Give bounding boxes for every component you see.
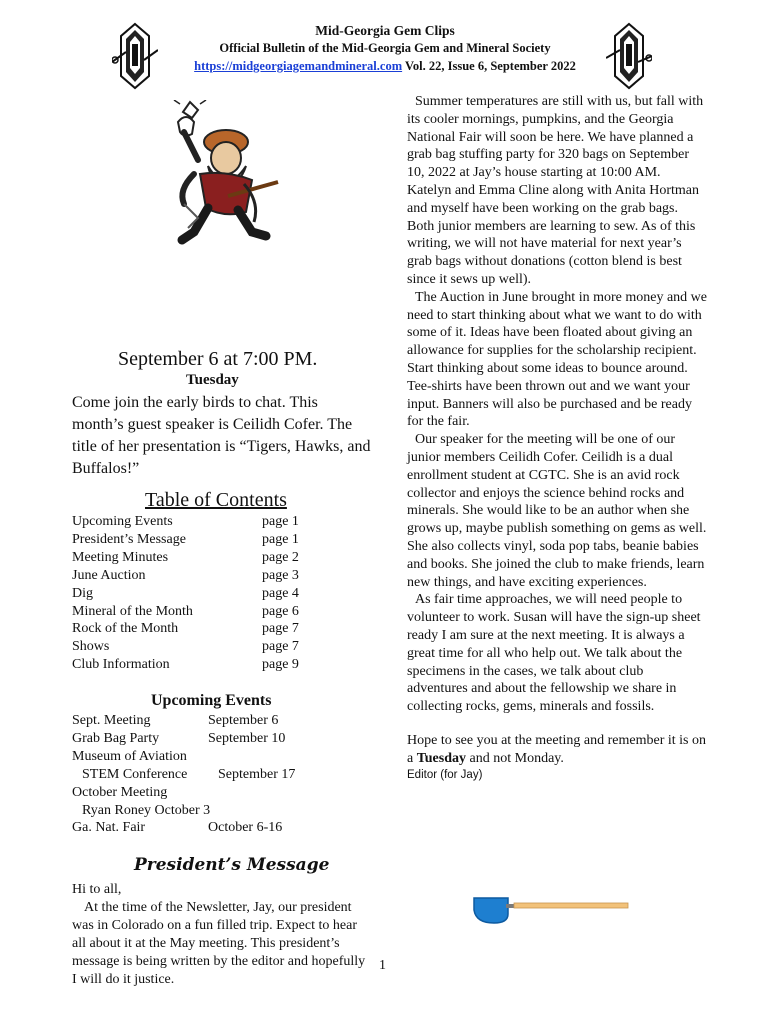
toc-row[interactable] xyxy=(72,585,302,603)
article-paragraph: Our speaker for the meeting will be one of our junior members Ceilidh Cofer. Ceilidh is a dual enrollment student at CGTC. She is an avid rock collector and enjoys the science behind rocks and minerals. She would like to be an author when she grows up, maybe publish something on gems as well. She also collects vinyl, soda pop tabs, beanie babies and books. She joined the club to make friends, learn new things, and have exciting experiences. xyxy=(407,432,707,590)
event-name: Museum of Aviation xyxy=(72,748,187,764)
toc-row[interactable] xyxy=(72,513,302,531)
presidents-message-title: President’s Message xyxy=(134,855,330,875)
event-name: October Meeting xyxy=(72,784,168,800)
toc-page: page 1 xyxy=(262,514,299,529)
toc-label: Dig xyxy=(72,585,93,601)
prospector-clipart-icon xyxy=(128,100,288,250)
toc-label: June Auction xyxy=(72,567,146,583)
event-date: September 6 xyxy=(208,713,279,728)
presidents-message xyxy=(72,881,372,988)
upcoming-events-list xyxy=(72,712,312,837)
shovel-icon xyxy=(472,890,632,924)
toc-label: Upcoming Events xyxy=(72,514,173,529)
toc-label: Meeting Minutes xyxy=(72,549,169,565)
toc-label: President’s Message xyxy=(72,531,186,547)
toc-row[interactable] xyxy=(72,531,302,549)
newsletter-title: Mid-Georgia Gem Clips xyxy=(315,23,455,38)
toc-row[interactable] xyxy=(72,656,302,674)
toc-page: page 4 xyxy=(262,585,299,601)
event-date: October 6-16 xyxy=(208,820,283,836)
event-row xyxy=(72,784,312,802)
event-name: Grab Bag Party xyxy=(72,730,160,746)
event-row xyxy=(72,819,312,837)
pm-greeting: Hi to all, xyxy=(72,882,122,897)
event-row xyxy=(72,712,312,730)
event-row xyxy=(72,748,312,766)
event-row xyxy=(72,802,312,820)
article-paragraph: The Auction in June brought in more money and we need to start thinking about what we want to do with some of it. Ideas have been floated about giving an allowance for supplies for the scholarship recipient. Start thinking about some ideas to bounce around. Tee-shirts have been thrown out and we want your input. Banners will also be purchased and be ready for the fair. xyxy=(407,289,707,430)
toc-row[interactable] xyxy=(72,620,302,638)
closing-emphasis: Tuesday xyxy=(416,750,467,766)
toc-label: Rock of the Month xyxy=(72,621,179,637)
meeting-date: September 6 at 7:00 PM. xyxy=(118,348,318,370)
event-row xyxy=(72,766,312,784)
toc-row[interactable] xyxy=(72,549,302,567)
issue-info: Vol. 22, Issue 6, September 2022 xyxy=(402,59,576,73)
article-column xyxy=(407,93,707,785)
toc-page: page 9 xyxy=(262,657,299,673)
toc-page: page 1 xyxy=(262,531,299,547)
table-of-contents xyxy=(72,513,302,674)
toc-page: page 7 xyxy=(262,621,299,637)
toc-page: page 2 xyxy=(262,549,299,565)
page-number: 1 xyxy=(379,958,386,973)
toc-title: Table of Contents xyxy=(145,489,287,511)
toc-row[interactable] xyxy=(72,638,302,656)
crystal-logo-icon xyxy=(112,22,158,90)
toc-page: page 6 xyxy=(262,603,299,619)
meeting-description: Come join the early birds to chat. This month’s guest speaker is Ceilidh Cofer. The title of her presentation is “Tigers, Hawks, and Buffalos!” xyxy=(72,394,371,477)
event-date: September 17 xyxy=(218,766,296,782)
upcoming-events-title: Upcoming Events xyxy=(151,692,272,709)
event-name: Sept. Meeting xyxy=(72,713,151,728)
closing-line xyxy=(407,732,707,768)
article-paragraph: As fair time approaches, we will need people to volunteer to work. Susan will have the sign-up sheet ready I am sure at the next meeting. It is always a great time for all who help out. We talk about the specimens in the cases, we talk about club adventures and about the fellowship we share in collecting rocks, gems, minerals and fossils. xyxy=(407,592,701,715)
article-paragraph: Summer temperatures are still with us, but fall with its cooler mornings, pumpkins, and the Georgia National Fair will soon be here. We have planned a grab bag stuffing party for 320 bags on September 10, 2022 at Jay’s house starting at 10:00 AM. Katelyn and Emma Cline along with Anita Hortman and myself have been working on the grab bags. Both junior members are learning to sew. As of this writing, we will not have material for next year’s grab bags without donations (cotton blend is best since it sews up well). xyxy=(407,94,704,287)
crystal-logo-icon xyxy=(606,22,652,90)
closing-text-end: and not Monday. xyxy=(466,750,564,766)
meeting-day: Tuesday xyxy=(186,372,239,388)
toc-row[interactable] xyxy=(72,603,302,621)
toc-page: page 7 xyxy=(262,639,299,655)
toc-label: Shows xyxy=(72,639,110,655)
toc-label: Club Information xyxy=(72,657,170,673)
toc-label: Mineral of the Month xyxy=(72,603,193,619)
editor-signature: Editor (for Jay) xyxy=(407,769,483,782)
pm-body: At the time of the Newsletter, Jay, our president was in Colorado on a fun filled trip. Expect to hear all about it at the May meeting. This president’s message is being written by the editor and hopefully I will do it justice. xyxy=(72,899,366,987)
toc-page: page 3 xyxy=(262,567,299,583)
event-name: Ryan Roney October 3 xyxy=(82,802,211,818)
event-row xyxy=(72,730,312,748)
event-name: Ga. Nat. Fair xyxy=(72,820,146,836)
newsletter-subtitle: Official Bulletin of the Mid-Georgia Gem and Mineral Society xyxy=(219,41,551,55)
toc-row[interactable] xyxy=(72,567,302,585)
closing-text: Hope to see you at the meeting and remember it is on a xyxy=(407,732,706,766)
event-date: September 10 xyxy=(208,730,286,746)
website-link[interactable]: https://midgeorgiagemandmineral.com xyxy=(194,59,403,73)
event-name: STEM Conference xyxy=(82,766,188,782)
